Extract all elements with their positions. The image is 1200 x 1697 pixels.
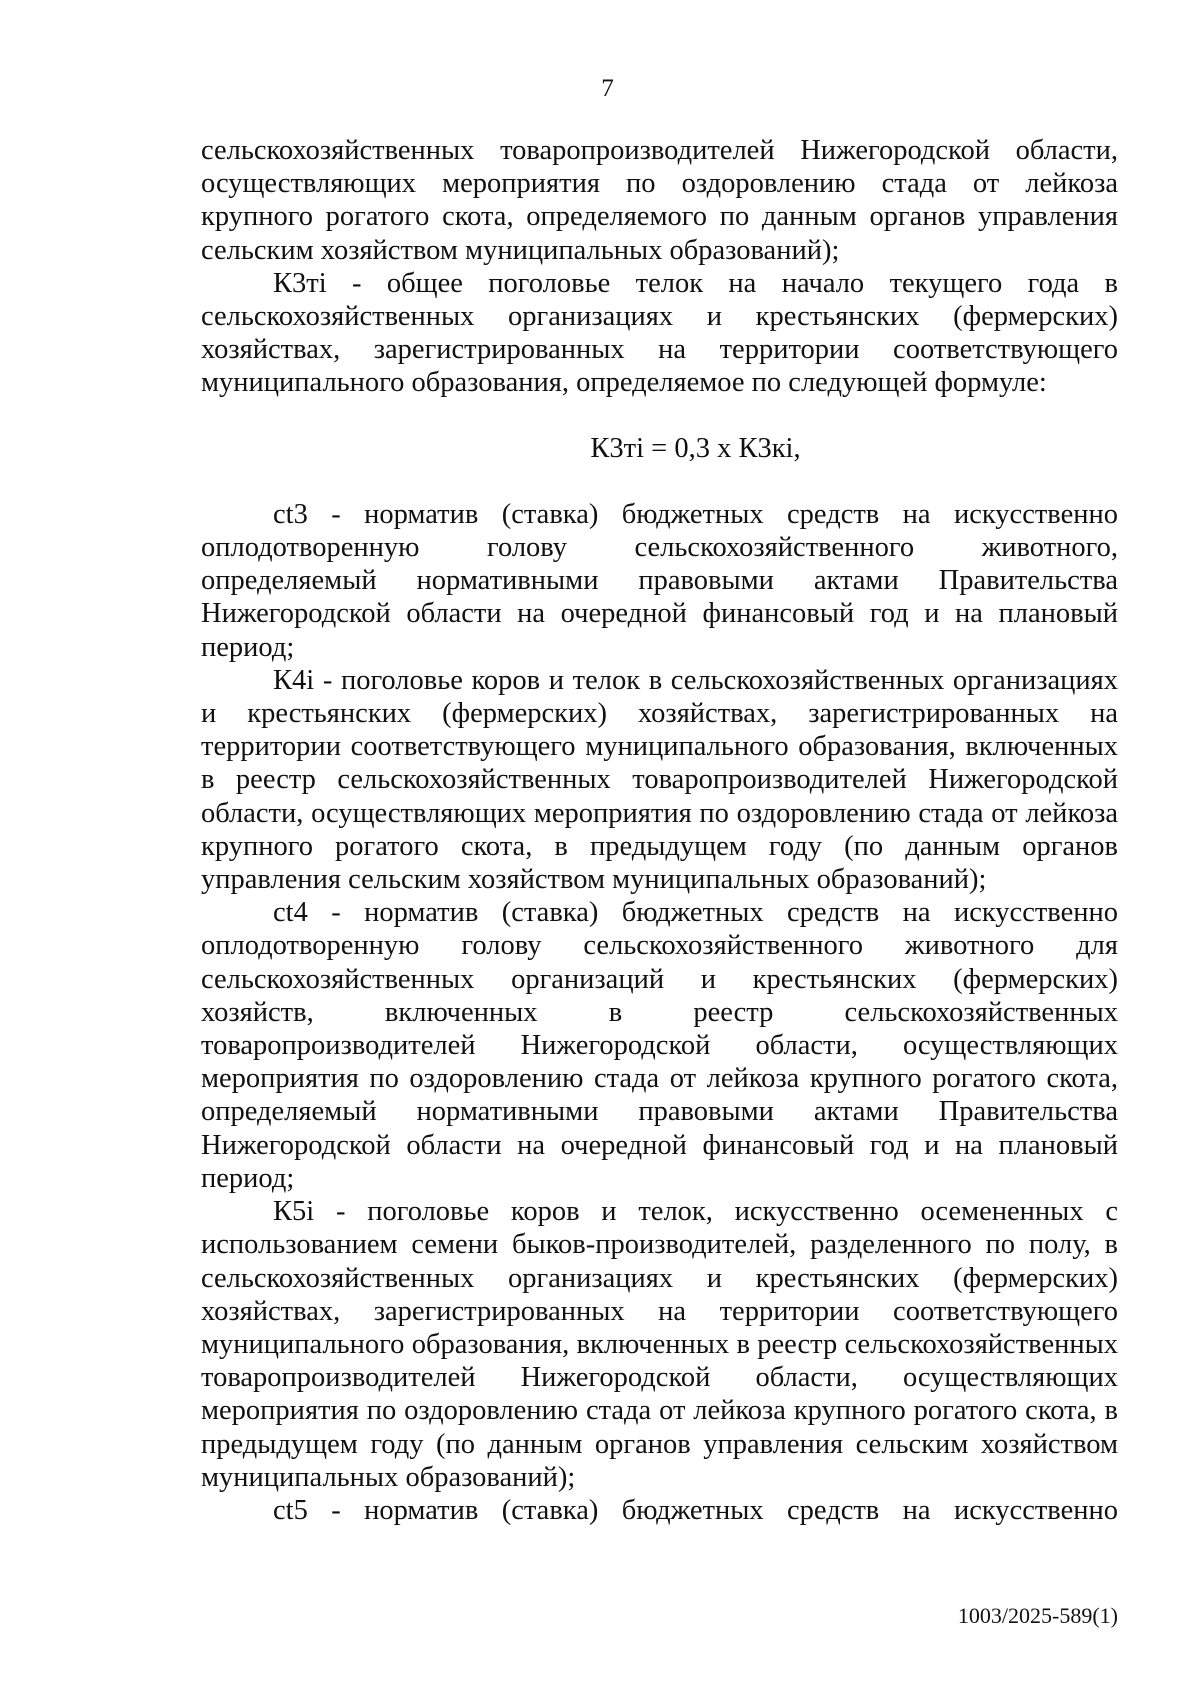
- paragraph-k4i-definition: К4i - поголовье коров и телок в сельскохозяйственных организациях и крестьянских (фермерских) хозяйствах, зарегистрированных на территории соответствующего муниципального образования, включенных в реестр сельскохозяйственных товаропроизводителей Нижегородской области, осуществляющих мероприятия по оздоровлению стада от лейкоза крупного рогатого скота, в предыдущем году (по данным органов управления сельским хозяйством муниципальных образований);: [201, 664, 1118, 896]
- page-number: 7: [601, 75, 614, 102]
- paragraph-ct3-definition: ct3 - норматив (ставка) бюджетных средств на искусственно оплодотворенную голову сельскохозяйственного животного, определяемый нормативными правовыми актами Правительства Нижегородской области на очередной финансовый год и на плановый период;: [201, 498, 1118, 663]
- paragraph-continuation: сельскохозяйственных товаропроизводителей Нижегородской области, осуществляющих мероприятия по оздоровлению стада от лейкоза крупного рогатого скота, определяемого по данным органов управления сельским хозяйством муниципальных образований);: [201, 135, 1118, 266]
- paragraph-ct5-definition: ct5 - норматив (ставка) бюджетных средств на искусственно: [273, 1494, 1118, 1526]
- paragraph-k5i-definition: К5i - поголовье коров и телок, искусственно осемененных с использованием семени быков-производителей, разделенного по полу, в сельскохозяйственных организациях и крестьянских (фермерских) хозяйствах, зарегистрированных на территории соответствующего муниципального образования, включенных в реестр сельскохозяйственных товаропроизводителей Нижегородской области, осуществляющих мероприятия по оздоровлению стада от лейкоза крупного рогатого скота, в предыдущем году (по данным органов управления сельским хозяйством муниципальных образований);: [201, 1196, 1118, 1493]
- formula-k3ti: К3тi = 0,3 х К3кi,: [590, 432, 801, 464]
- paragraph-ct4-definition: ct4 - норматив (ставка) бюджетных средств на искусственно оплодотворенную голову сельскохозяйственного животного для сельскохозяйственных организаций и крестьянских (фермерских) хозяйств, включенных в реестр сельскохозяйственных товаропроизводителей Нижегородской области, осуществляющих мероприятия по оздоровлению стада от лейкоза крупного рогатого скота, определяемый нормативными правовыми актами Правительства Нижегородской области на очередной финансовый год и на плановый период;: [201, 897, 1118, 1194]
- document-body: [201, 134, 1118, 1527]
- paragraph-k3ti-definition: К3тi - общее поголовье телок на начало текущего года в сельскохозяйственных организациях и крестьянских (фермерских) хозяйствах, зарегистрированных на территории соответствующего муниципального образования, определяемое по следующей формуле:: [201, 267, 1118, 399]
- document-code: 1003/2025-589(1): [957, 1603, 1118, 1628]
